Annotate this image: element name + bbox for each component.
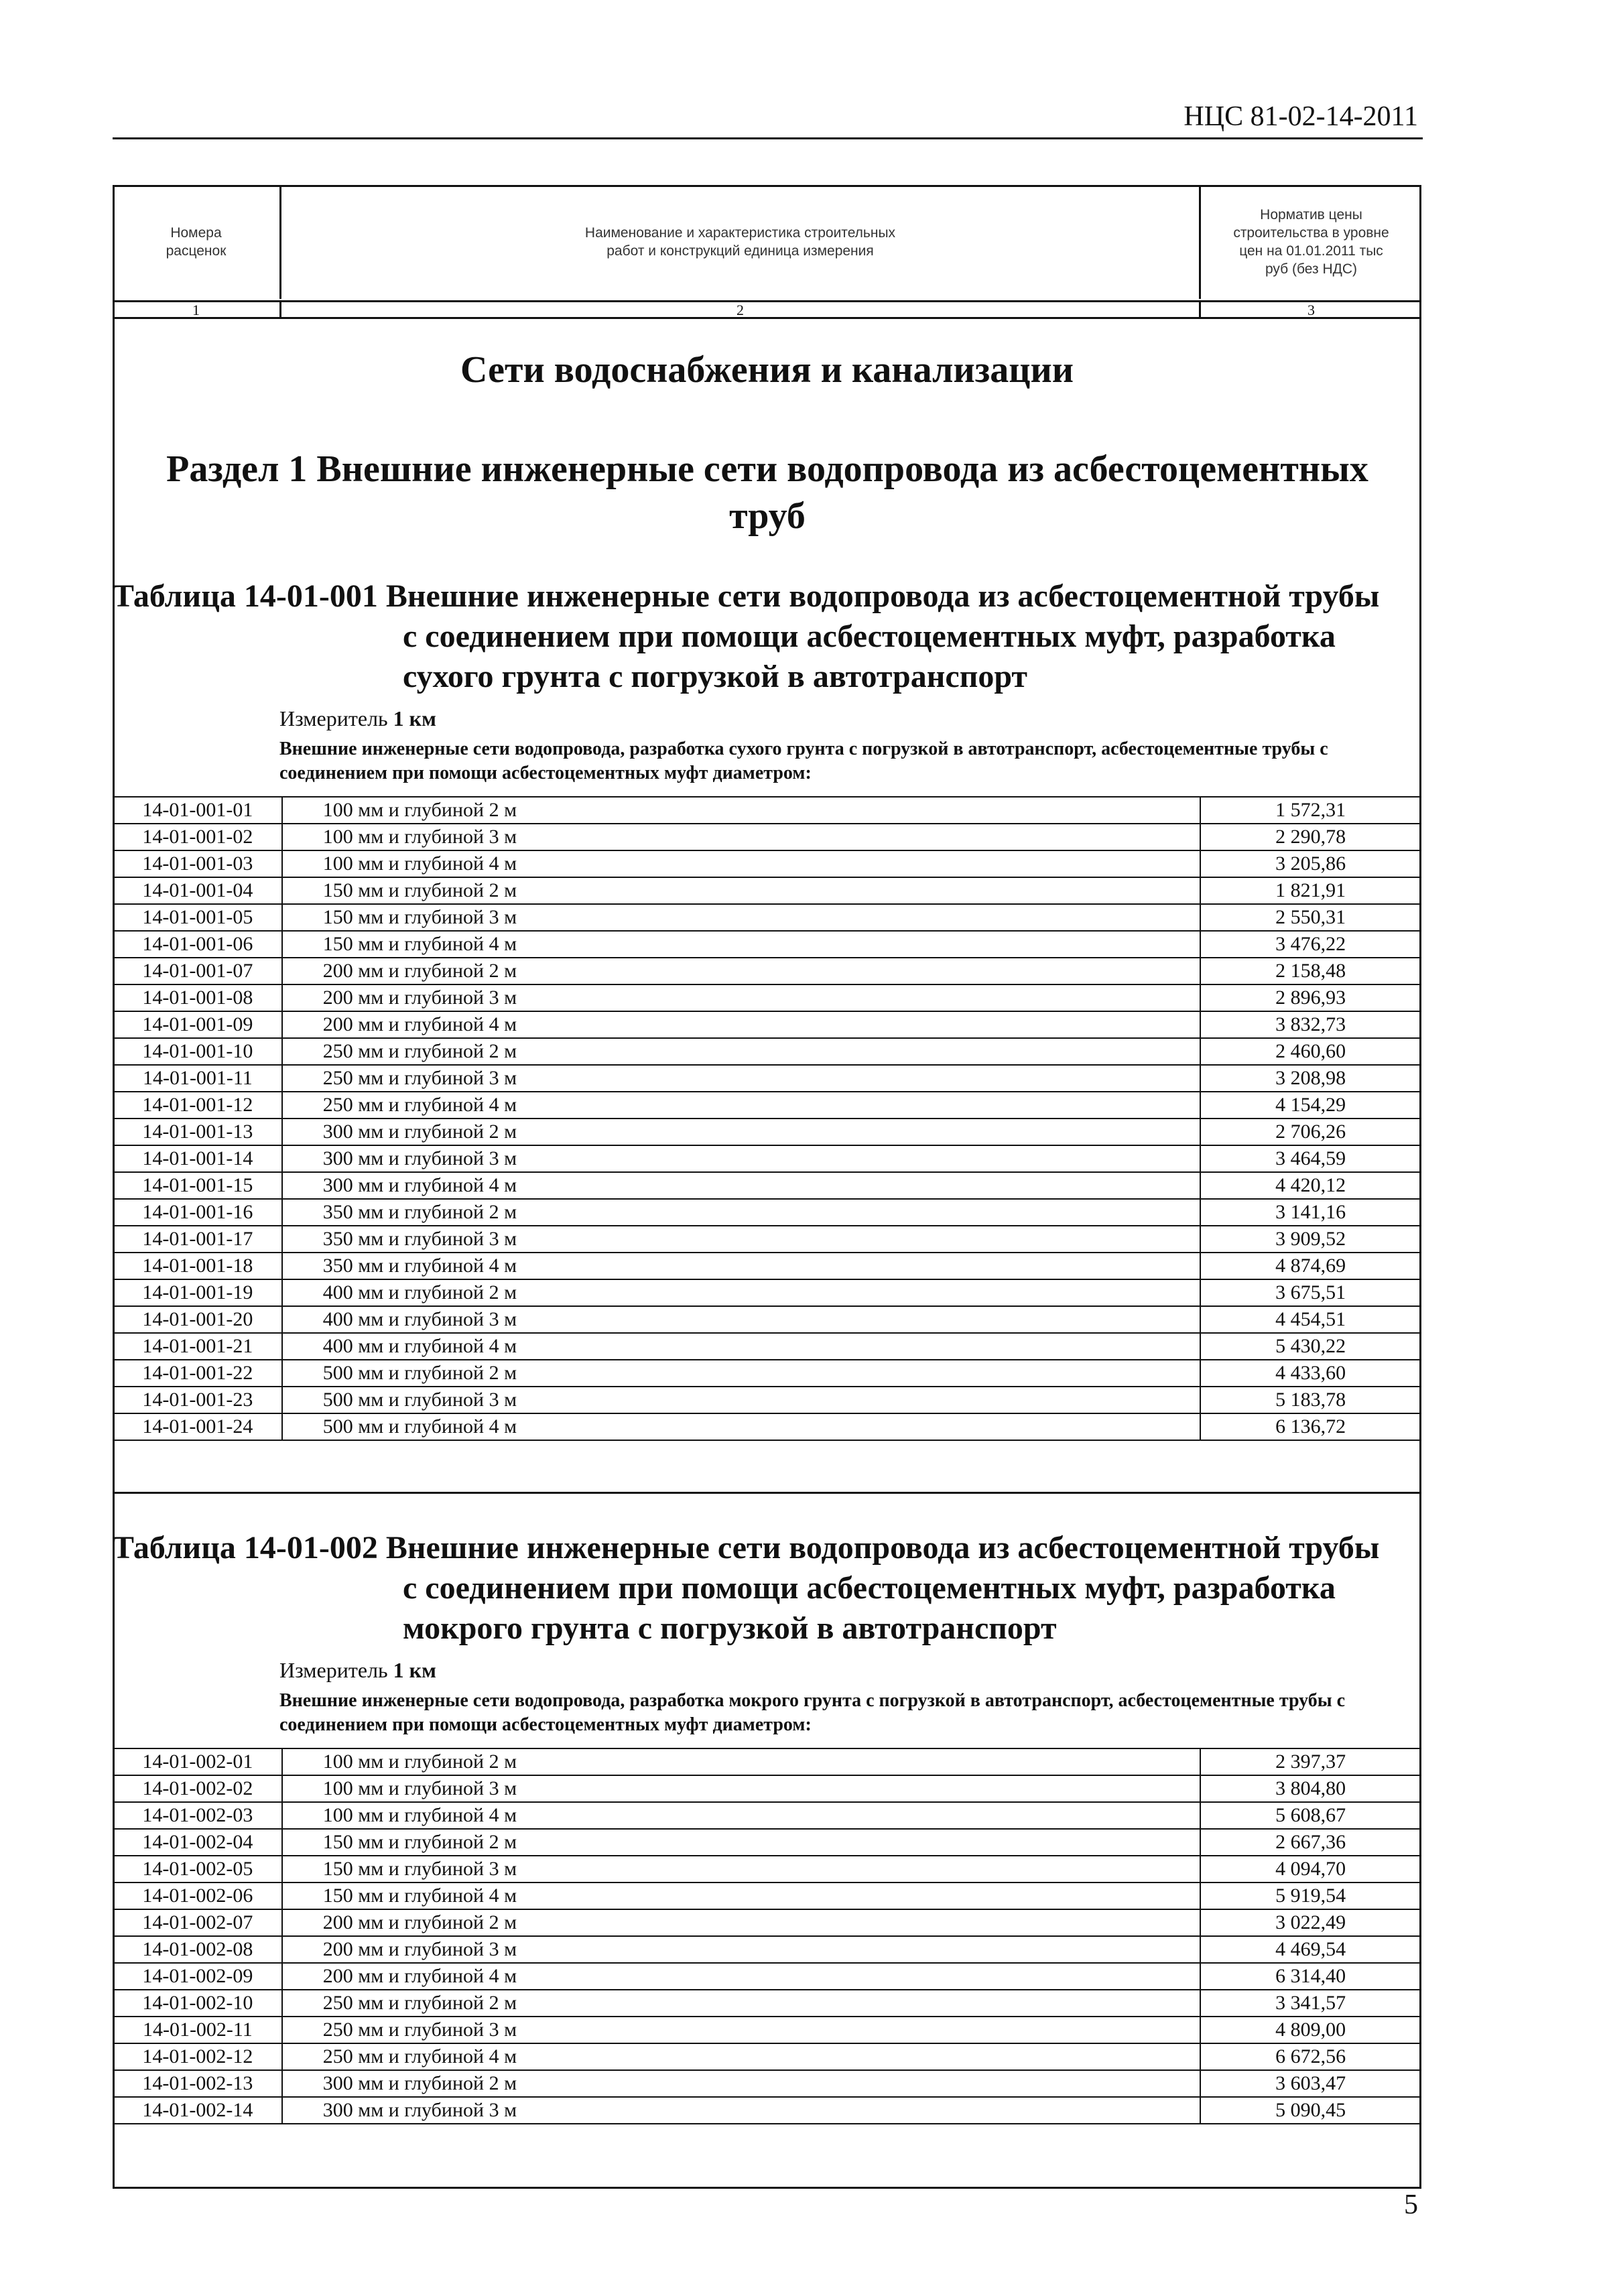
table-row [113, 1909, 1421, 1936]
row-name: 500 мм и глубиной 4 м [282, 1413, 1201, 1440]
row-price: 3 476,22 [1200, 931, 1421, 958]
row-code: 14-01-002-11 [113, 2017, 282, 2043]
table-row [113, 1387, 1421, 1413]
header-num-2: 2 [281, 300, 1201, 319]
row-code: 14-01-001-10 [113, 1038, 282, 1065]
table-row [113, 2043, 1421, 2070]
row-code: 14-01-002-14 [113, 2097, 282, 2124]
table-1-title [113, 576, 1421, 697]
row-price: 4 469,54 [1200, 1936, 1421, 1963]
row-price: 2 397,37 [1200, 1748, 1421, 1775]
row-name: 400 мм и глубиной 2 м [282, 1279, 1201, 1306]
header-num-1: 1 [113, 300, 281, 319]
row-code: 14-01-001-17 [113, 1226, 282, 1253]
table-row [113, 1145, 1421, 1172]
row-name: 300 мм и глубиной 3 м [282, 1145, 1201, 1172]
row-name: 400 мм и глубиной 3 м [282, 1306, 1201, 1333]
document-code: НЦС 81-02-14-2011 [1184, 101, 1418, 132]
row-price: 2 550,31 [1200, 904, 1421, 931]
row-name: 150 мм и глубиной 2 м [282, 877, 1201, 904]
row-code: 14-01-001-22 [113, 1360, 282, 1387]
row-code: 14-01-001-07 [113, 958, 282, 984]
row-price: 3 675,51 [1200, 1279, 1421, 1306]
row-code: 14-01-001-20 [113, 1306, 282, 1333]
row-name: 350 мм и глубиной 2 м [282, 1199, 1201, 1226]
row-name: 150 мм и глубиной 4 м [282, 931, 1201, 958]
row-price: 3 804,80 [1200, 1775, 1421, 1802]
table-row [113, 877, 1421, 904]
row-price: 3 205,86 [1200, 850, 1421, 877]
document-title: Сети водоснабжения и канализации [460, 349, 1074, 391]
row-name: 350 мм и глубиной 4 м [282, 1253, 1201, 1279]
row-code: 14-01-001-23 [113, 1387, 282, 1413]
row-name: 500 мм и глубиной 2 м [282, 1360, 1201, 1387]
row-price: 1 821,91 [1200, 877, 1421, 904]
row-code: 14-01-001-03 [113, 850, 282, 877]
row-name: 400 мм и глубиной 4 м [282, 1333, 1201, 1360]
table-row [113, 850, 1421, 877]
row-name: 150 мм и глубиной 2 м [282, 1829, 1201, 1856]
table-2-rows [113, 1748, 1421, 2124]
table-row [113, 1226, 1421, 1253]
row-price: 2 290,78 [1200, 824, 1421, 850]
row-name: 200 мм и глубиной 3 м [282, 1936, 1201, 1963]
row-name: 250 мм и глубиной 3 м [282, 2017, 1201, 2043]
row-price: 3 208,98 [1200, 1065, 1421, 1092]
table-2-unit-value: 1 км [393, 1658, 436, 1682]
row-price: 6 136,72 [1200, 1413, 1421, 1440]
header-col-codes: Номера расценок [113, 185, 281, 299]
row-code: 14-01-001-15 [113, 1172, 282, 1199]
table-row [113, 2017, 1421, 2043]
table-1-note: Внешние инженерные сети водопровода, разработка сухого грунта с погрузкой в автотранспорт, асбестоцементные трубы с соединением при помощи асбестоцементных муфт диаметром: [279, 739, 1328, 783]
table-1-rows [113, 796, 1421, 1441]
table-row [113, 824, 1421, 850]
table-row [113, 1333, 1421, 1360]
row-name: 150 мм и глубиной 3 м [282, 1856, 1201, 1883]
row-name: 100 мм и глубиной 4 м [282, 1802, 1201, 1829]
header-rule [113, 137, 1423, 139]
table-row [113, 1990, 1421, 2017]
row-name: 200 мм и глубиной 2 м [282, 958, 1201, 984]
table-row [113, 1065, 1421, 1092]
row-code: 14-01-001-21 [113, 1333, 282, 1360]
table-row [113, 1936, 1421, 1963]
row-price: 2 460,60 [1200, 1038, 1421, 1065]
row-name: 100 мм и глубиной 3 м [282, 824, 1201, 850]
row-code: 14-01-002-13 [113, 2070, 282, 2097]
table-row [113, 1011, 1421, 1038]
table-header [113, 185, 1421, 319]
table-row [113, 1748, 1421, 1775]
row-name: 100 мм и глубиной 2 м [282, 1748, 1201, 1775]
row-name: 250 мм и глубиной 2 м [282, 1990, 1201, 2017]
table-row [113, 958, 1421, 984]
row-price: 5 430,22 [1200, 1333, 1421, 1360]
row-name: 300 мм и глубиной 3 м [282, 2097, 1201, 2124]
table-row [113, 1092, 1421, 1119]
row-price: 3 341,57 [1200, 1990, 1421, 2017]
row-price: 5 608,67 [1200, 1802, 1421, 1829]
row-code: 14-01-001-09 [113, 1011, 282, 1038]
row-price: 5 919,54 [1200, 1883, 1421, 1909]
table-row [113, 1802, 1421, 1829]
table-row [113, 2070, 1421, 2097]
row-price: 4 454,51 [1200, 1306, 1421, 1333]
table-row [113, 1199, 1421, 1226]
row-price: 3 909,52 [1200, 1226, 1421, 1253]
row-name: 150 мм и глубиной 4 м [282, 1883, 1201, 1909]
table-row [113, 984, 1421, 1011]
header-num-3: 3 [1201, 300, 1421, 319]
table-row [113, 1829, 1421, 1856]
table-row [113, 1775, 1421, 1802]
table-row [113, 797, 1421, 824]
table-1-separator [113, 1492, 1421, 1494]
row-price: 4 094,70 [1200, 1856, 1421, 1883]
table-row [113, 904, 1421, 931]
row-price: 2 158,48 [1200, 958, 1421, 984]
table-row [113, 1413, 1421, 1440]
row-price: 6 672,56 [1200, 2043, 1421, 2070]
table-row [113, 1038, 1421, 1065]
section-title: Раздел 1 Внешние инженерные сети водопровода из асбестоцементных труб [166, 448, 1368, 537]
table-1-title-cont: с соединением при помощи асбестоцементных муфт, разработка сухого грунта с погрузкой в автотранспорт [403, 619, 1336, 694]
table-row [113, 1306, 1421, 1333]
table-2-note: Внешние инженерные сети водопровода, разработка мокрого грунта с погрузкой в автотранспорт, асбестоцементные трубы с соединением при помощи асбестоцементных муфт диаметром: [279, 1690, 1346, 1735]
table-row [113, 1883, 1421, 1909]
page-number: 5 [1404, 2189, 1418, 2220]
row-name: 200 мм и глубиной 2 м [282, 1909, 1201, 1936]
row-name: 250 мм и глубиной 2 м [282, 1038, 1201, 1065]
row-name: 100 мм и глубиной 2 м [282, 797, 1201, 824]
row-code: 14-01-001-08 [113, 984, 282, 1011]
row-price: 4 154,29 [1200, 1092, 1421, 1119]
row-code: 14-01-001-16 [113, 1199, 282, 1226]
table-row [113, 1963, 1421, 1990]
table-1-title-lead: Таблица 14-01-001 Внешние инженерные сети водопровода из асбестоцементной трубы [113, 578, 1380, 614]
row-code: 14-01-001-06 [113, 931, 282, 958]
table-row [113, 1360, 1421, 1387]
table-2-title [113, 1528, 1421, 1649]
table-row [113, 1172, 1421, 1199]
table-2-title-cont: с соединением при помощи асбестоцементных муфт, разработка мокрого грунта с погрузкой в автотранспорт [403, 1570, 1336, 1646]
row-price: 3 022,49 [1200, 1909, 1421, 1936]
row-name: 100 мм и глубиной 4 м [282, 850, 1201, 877]
row-name: 200 мм и глубиной 4 м [282, 1963, 1201, 1990]
table-row [113, 1856, 1421, 1883]
row-code: 14-01-001-02 [113, 824, 282, 850]
row-code: 14-01-002-04 [113, 1829, 282, 1856]
row-code: 14-01-001-04 [113, 877, 282, 904]
row-code: 14-01-001-05 [113, 904, 282, 931]
row-name: 350 мм и глубиной 3 м [282, 1226, 1201, 1253]
row-code: 14-01-001-18 [113, 1253, 282, 1279]
table-row [113, 931, 1421, 958]
row-price: 4 433,60 [1200, 1360, 1421, 1387]
row-price: 1 572,31 [1200, 797, 1421, 824]
row-price: 2 896,93 [1200, 984, 1421, 1011]
row-code: 14-01-001-01 [113, 797, 282, 824]
table-row [113, 1119, 1421, 1145]
row-name: 250 мм и глубиной 4 м [282, 1092, 1201, 1119]
row-price: 5 183,78 [1200, 1387, 1421, 1413]
row-price: 6 314,40 [1200, 1963, 1421, 1990]
row-name: 200 мм и глубиной 4 м [282, 1011, 1201, 1038]
row-name: 300 мм и глубиной 2 м [282, 2070, 1201, 2097]
row-code: 14-01-002-07 [113, 1909, 282, 1936]
row-name: 250 мм и глубиной 3 м [282, 1065, 1201, 1092]
row-price: 3 832,73 [1200, 1011, 1421, 1038]
row-code: 14-01-001-13 [113, 1119, 282, 1145]
row-price: 3 141,16 [1200, 1199, 1421, 1226]
row-code: 14-01-001-24 [113, 1413, 282, 1440]
table-2-unit [279, 1658, 436, 1683]
row-code: 14-01-002-10 [113, 1990, 282, 2017]
table-row [113, 1253, 1421, 1279]
row-name: 300 мм и глубиной 2 м [282, 1119, 1201, 1145]
row-code: 14-01-001-11 [113, 1065, 282, 1092]
table-row [113, 1279, 1421, 1306]
row-code: 14-01-002-09 [113, 1963, 282, 1990]
row-code: 14-01-002-12 [113, 2043, 282, 2070]
row-code: 14-01-002-03 [113, 1802, 282, 1829]
row-code: 14-01-002-01 [113, 1748, 282, 1775]
row-name: 300 мм и глубиной 4 м [282, 1172, 1201, 1199]
row-name: 200 мм и глубиной 3 м [282, 984, 1201, 1011]
table-2-title-lead: Таблица 14-01-002 Внешние инженерные сети водопровода из асбестоцементной трубы [113, 1530, 1380, 1566]
row-price: 2 667,36 [1200, 1829, 1421, 1856]
row-code: 14-01-001-12 [113, 1092, 282, 1119]
row-code: 14-01-001-19 [113, 1279, 282, 1306]
row-code: 14-01-002-02 [113, 1775, 282, 1802]
row-price: 4 420,12 [1200, 1172, 1421, 1199]
row-price: 5 090,45 [1200, 2097, 1421, 2124]
row-code: 14-01-001-14 [113, 1145, 282, 1172]
row-name: 250 мм и глубиной 4 м [282, 2043, 1201, 2070]
table-1-unit-label: Измеритель [279, 706, 388, 730]
table-1-unit [279, 706, 436, 731]
table-row [113, 2097, 1421, 2124]
row-price: 4 809,00 [1200, 2017, 1421, 2043]
row-price: 3 603,47 [1200, 2070, 1421, 2097]
table-1-unit-value: 1 км [393, 706, 436, 730]
row-price: 4 874,69 [1200, 1253, 1421, 1279]
header-col-price: Норматив цены строительства в уровне цен на 01.01.2011 тыс руб (без НДС) [1233, 207, 1389, 277]
row-name: 100 мм и глубиной 3 м [282, 1775, 1201, 1802]
table-2-unit-label: Измеритель [279, 1658, 388, 1682]
row-code: 14-01-002-06 [113, 1883, 282, 1909]
row-price: 2 706,26 [1200, 1119, 1421, 1145]
row-code: 14-01-002-05 [113, 1856, 282, 1883]
header-col-name: Наименование и характеристика строительных работ и конструкций единица измерения [281, 185, 1201, 299]
row-code: 14-01-002-08 [113, 1936, 282, 1963]
row-price: 3 464,59 [1200, 1145, 1421, 1172]
row-name: 150 мм и глубиной 3 м [282, 904, 1201, 931]
row-name: 500 мм и глубиной 3 м [282, 1387, 1201, 1413]
